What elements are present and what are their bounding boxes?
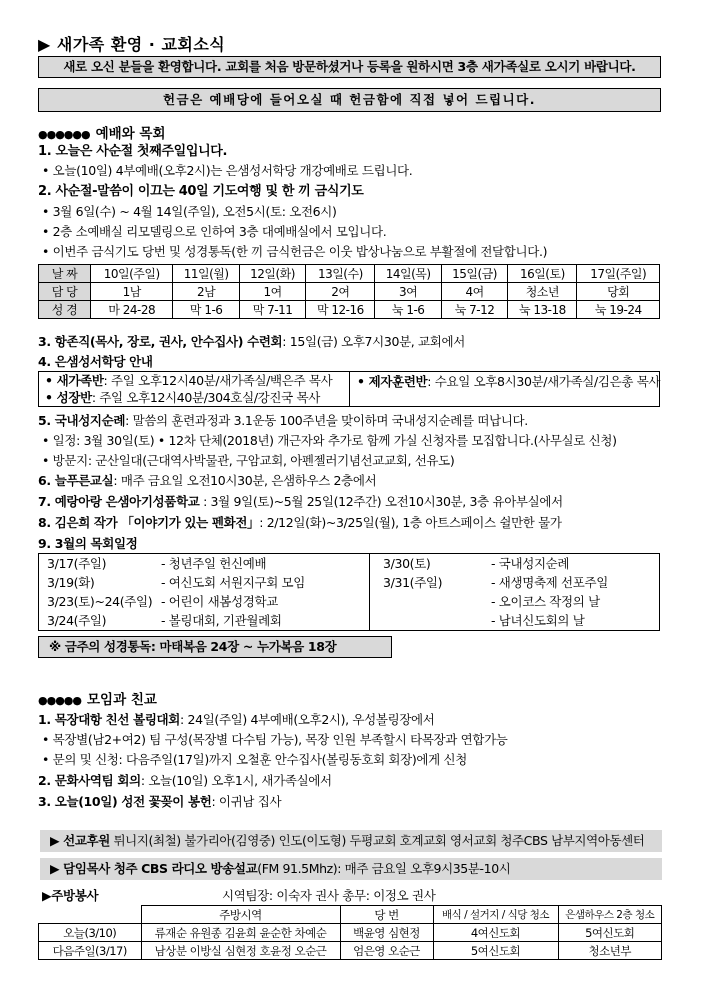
- worship-item-6: [38, 472, 376, 489]
- header-cell: 은샘하우스 2층 청소: [558, 906, 662, 924]
- schedule-date: 3/19(화): [47, 575, 95, 590]
- item-8-title: 8. 김은희 작가 「이야기가 있는 펜화전」: [38, 515, 260, 530]
- header-cell: 주방시역: [141, 906, 340, 924]
- duty-cell: 1남: [91, 283, 173, 301]
- page-title: ▶ 새가족 환영 · 교회소식: [38, 35, 226, 54]
- class-discipleship: [357, 373, 660, 390]
- row-label: 날 짜: [39, 265, 91, 283]
- item-title: 2. 문화사역팀 회의: [38, 773, 141, 788]
- bible-cell: 눅 13-18: [508, 301, 577, 319]
- date-cell: 17일(주일): [577, 265, 660, 283]
- fasting-reading-table: [38, 264, 660, 319]
- worship-item-3: [38, 333, 465, 350]
- fellowship-item-2: [38, 772, 332, 789]
- schedule-event: - 오이코스 작정의 날: [491, 594, 600, 609]
- row-label: 담 당: [39, 283, 91, 301]
- class-label: • 제자훈련반: [357, 374, 428, 389]
- class-newcomer: [45, 372, 332, 389]
- class-detail: : 주일 오후12시40분/304호실/강진국 목사: [91, 390, 320, 405]
- schedule-event: - 새생명축제 선포주일: [491, 575, 608, 590]
- table-row-duty: [39, 283, 660, 301]
- table-row-bible: [39, 301, 660, 319]
- duty-cell: 2여: [306, 283, 375, 301]
- duty-cell: 당회: [577, 283, 660, 301]
- table-row: [39, 924, 662, 942]
- kitchen-service-title: ▶주방봉사: [42, 888, 99, 903]
- item-5-title: 5. 국내성지순례: [38, 413, 126, 428]
- bible-cell: 눅 1-6: [375, 301, 441, 319]
- schedule-event: - 국내성지순례: [491, 556, 570, 571]
- item-3-detail: : 15일(금) 오후7시30분, 교회에서: [282, 334, 465, 349]
- service-meal: 5여신도회: [433, 942, 558, 960]
- welcome-banner: 새로 오신 분들을 환영합니다. 교회를 처음 방문하셨거나 등록을 원하시면 3층 새가족실로 오시기 바랍니다.: [38, 56, 661, 78]
- fellowship-item-3: [38, 793, 281, 810]
- header-cell: 당 번: [340, 906, 433, 924]
- fellowship-item-1: [38, 711, 435, 728]
- item-7-title: 7. 예랑아랑 은샘아기성품학교: [38, 494, 200, 509]
- fellowship-heading-label: 모임과 친교: [87, 692, 157, 708]
- schedule-date: 3/31(주일): [383, 575, 443, 590]
- class-label: • 새가족반: [45, 373, 104, 388]
- date-cell: 12일(화): [239, 265, 305, 283]
- date-cell: 10일(주일): [91, 265, 173, 283]
- table-row: [39, 942, 662, 960]
- schedule-date: 3/23(토)~24(주일): [47, 594, 153, 609]
- service-duty: 엄은영 오순근: [340, 942, 433, 960]
- item-detail: : 이귀남 집사: [211, 794, 282, 809]
- bible-cell: 막 12-16: [306, 301, 375, 319]
- item-title: 3. 오늘(10일) 성전 꽃꽂이 봉헌: [38, 794, 212, 809]
- heading-dots: ●●●●●●: [38, 128, 90, 141]
- bar-title: ▶ 담임목사 청주 CBS 라디오 방송설교: [50, 861, 258, 876]
- duty-cell: 1여: [239, 283, 305, 301]
- service-kitchen: 남상분 이방실 심현정 호윤정 오순근: [141, 942, 340, 960]
- worship-item-5: [38, 412, 528, 429]
- worship-item-2c: • 이번주 금식기도 당번 및 성경통독(한 끼 금식헌금은 이웃 밥상나눔으로 부활절에 전달합니다.): [42, 244, 548, 259]
- bar-detail: 튀니지(최철) 불가리아(김영중) 인도(이도형) 두평교회 호계교회 영서교회 청주CBS 남부지역아동센터: [109, 833, 645, 848]
- date-cell: 16일(토): [508, 265, 577, 283]
- service-duty: 백윤영 심현정: [340, 924, 433, 942]
- bar-detail: (FM 91.5Mhz): 매주 금요일 오후9시35분-10시: [257, 861, 511, 876]
- item-8-detail: : 2/12일(화)~3/25일(월), 1층 아트스페이스 쉴만한 물가: [259, 515, 562, 530]
- item-6-title: 6. 늘푸른교실: [38, 473, 114, 488]
- mission-support-bar: [40, 830, 662, 852]
- date-cell: 11일(월): [173, 265, 239, 283]
- item-title: 1. 목장대항 친선 볼링대회: [38, 712, 181, 727]
- worship-item-9: 9. 3월의 목회일정: [38, 536, 138, 551]
- class-growth: [45, 389, 320, 406]
- bible-cell: 막 7-11: [239, 301, 305, 319]
- worship-heading: [38, 122, 166, 142]
- weekly-reading-banner: ※ 금주의 성경통독: 마태복음 24장 ~ 누가복음 18장: [38, 636, 392, 658]
- class-label: • 성장반: [45, 390, 92, 405]
- fellowship-item-1a: • 목장별(남2+여2) 팀 구성(목장별 다수팀 가능), 목장 인원 부족할시 타목장과 연합가능: [42, 732, 508, 747]
- date-cell: 13일(수): [306, 265, 375, 283]
- worship-item-7: [38, 493, 563, 510]
- fellowship-item-1b: • 문의 및 신청: 다음주일(17일)까지 오철훈 안수집사(볼링동호회 회장)에게 신청: [42, 752, 467, 767]
- class-detail: : 주일 오후12시40분/새가족실/백은주 목사: [103, 373, 333, 388]
- offering-banner: 헌금은 예배당에 들어오실 때 헌금함에 직접 넣어 드립니다.: [38, 88, 661, 112]
- service-house: 청소년부: [558, 942, 662, 960]
- row-label: 성 경: [39, 301, 91, 319]
- duty-cell: 2남: [173, 283, 239, 301]
- item-detail: : 오늘(10일) 오후1시, 새가족실에서: [140, 773, 332, 788]
- service-date: 오늘(3/10): [39, 924, 142, 942]
- bible-school-box: [38, 371, 660, 407]
- bar-title: ▶ 선교후원: [50, 833, 110, 848]
- fellowship-heading: [38, 688, 157, 708]
- duty-cell: 청소년: [508, 283, 577, 301]
- schedule-date: 3/24(주일): [47, 613, 107, 628]
- worship-item-5a: • 일정: 3월 30일(토) • 12차 단체(2018년) 개근자와 추가로 함께 가실 신청자를 모집합니다.(사무실로 신청): [42, 433, 617, 448]
- worship-item-2: 2. 사순절-말씀이 이끄는 40일 기도여행 및 한 끼 금식기도: [38, 184, 364, 199]
- bible-cell: 눅 7-12: [441, 301, 507, 319]
- item-5-detail: : 말씀의 훈련과정과 3.1운동 100주년을 맞이하며 국내성지순례를 떠납니다.: [125, 413, 528, 428]
- class-detail: : 수요일 오후8시30분/새가족실/김은총 목사: [427, 374, 661, 389]
- header-cell: 배식 / 설거지 / 식당 청소: [433, 906, 558, 924]
- header-cell: [39, 906, 142, 924]
- schedule-date: 3/17(주일): [47, 556, 107, 571]
- kitchen-service-leaders: 시역팀장: 이숙자 권사 총무: 이정오 권사: [222, 888, 436, 903]
- kitchen-service-table: [38, 905, 662, 960]
- bible-cell: 막 1-6: [173, 301, 239, 319]
- schedule-event: - 여신도회 서원지구회 모임: [161, 575, 306, 590]
- worship-item-1a: • 오늘(10일) 4부예배(오후2시)는 은샘성서학당 개강예배로 드립니다.: [42, 163, 413, 178]
- duty-cell: 4여: [441, 283, 507, 301]
- heading-dots: ●●●●●: [38, 694, 81, 707]
- item-detail: : 24일(주일) 4부예배(오후2시), 우성볼링장에서: [180, 712, 435, 727]
- duty-cell: 3여: [375, 283, 441, 301]
- item-6-detail: : 매주 금요일 오전10시30분, 은샘하우스 2층에서: [113, 473, 377, 488]
- worship-item-8: [38, 514, 562, 531]
- bible-cell: 눅 19-24: [577, 301, 660, 319]
- worship-item-1: 1. 오늘은 사순절 첫째주일입니다.: [38, 144, 228, 159]
- worship-heading-label: 예배와 목회: [95, 126, 166, 142]
- worship-item-5b: • 방문지: 군산일대(근대역사박물관, 구암교회, 아펜젤러기념선교교회, 선유도): [42, 453, 455, 468]
- item-3-title: 3. 항존직(목사, 장로, 권사, 안수집사) 수련회: [38, 334, 283, 349]
- item-7-detail: : 3월 9일(토)~5월 25일(12주간) 오전10시30분, 3층 유아부실에서: [199, 494, 563, 509]
- table-row-dates: [39, 265, 660, 283]
- table-header-row: [39, 906, 662, 924]
- schedule-event: - 볼링대회, 기관월례회: [161, 613, 282, 628]
- schedule-event: - 어린이 새봄성경학교: [161, 594, 278, 609]
- service-date: 다음주일(3/17): [39, 942, 142, 960]
- radio-sermon-bar: [40, 858, 662, 880]
- schedule-date: 3/30(토): [383, 556, 431, 571]
- worship-item-2b: • 2층 소예배실 리모델링으로 인하여 3층 대예배실에서 모입니다.: [42, 224, 387, 239]
- service-meal: 4여신도회: [433, 924, 558, 942]
- date-cell: 15일(금): [441, 265, 507, 283]
- monthly-schedule-box: [38, 553, 660, 631]
- worship-item-4: 4. 은샘성서학당 안내: [38, 354, 153, 369]
- service-house: 5여신도회: [558, 924, 662, 942]
- worship-item-2a: • 3월 6일(수) ~ 4월 14일(주일), 오전5시(토: 오전6시): [42, 204, 337, 219]
- service-kitchen: 류재순 유원종 김윤희 윤순한 차예순: [141, 924, 340, 942]
- date-cell: 14일(목): [375, 265, 441, 283]
- schedule-event: - 청년주일 헌신예배: [161, 556, 267, 571]
- schedule-event: - 남녀신도회의 날: [491, 613, 585, 628]
- bible-cell: 마 24-28: [91, 301, 173, 319]
